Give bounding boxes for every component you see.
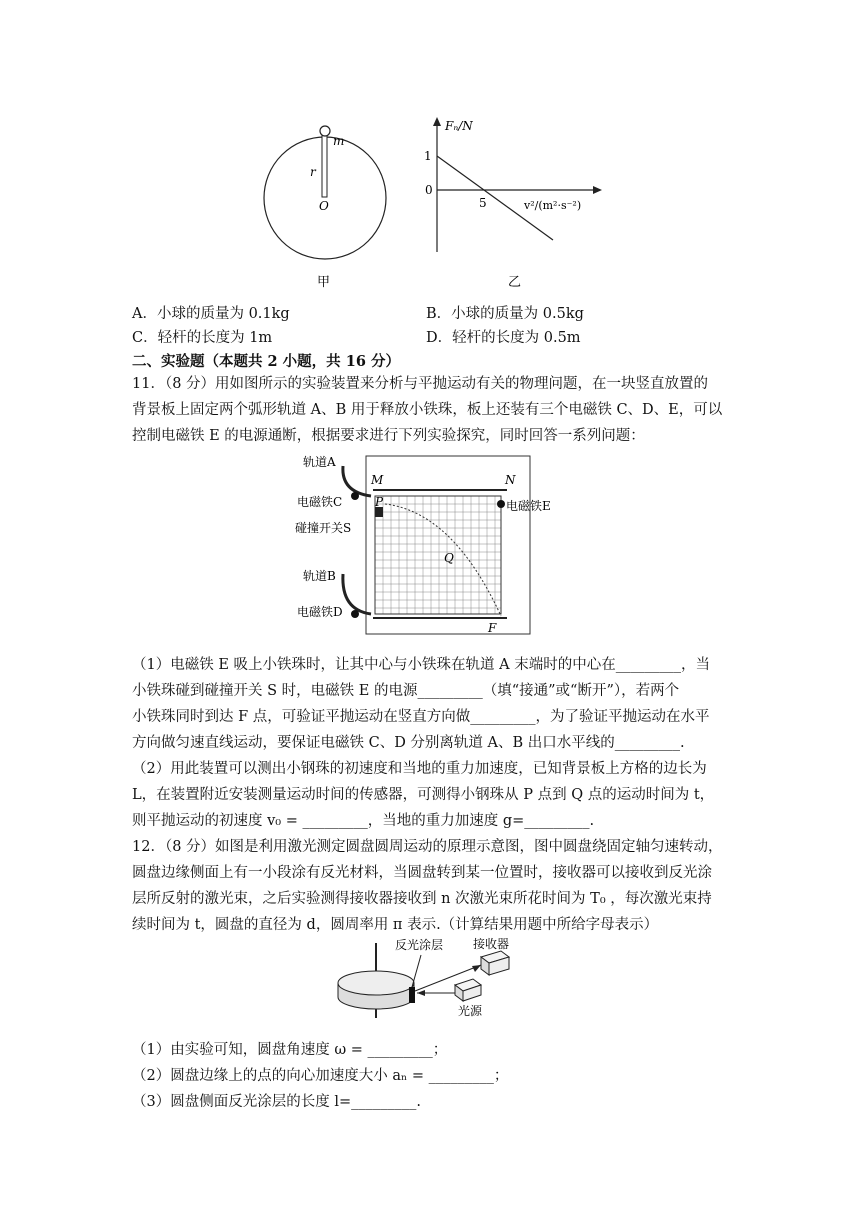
q11-2-line-3: 则平抛运动的初速度 v₀ = _________，当地的重力加速度 g=_________. xyxy=(132,813,595,829)
q12-line-3: 层所反射的激光束，之后实验测得接收器接收到 n 次激光束所花时间为 T₀ ，每次激光束持 xyxy=(132,891,712,907)
q12-part-3: （3）圆盘侧面反光涂层的长度 l=_________. xyxy=(132,1094,421,1110)
label-m-point: M xyxy=(371,473,384,487)
light-source-box xyxy=(455,979,481,1001)
label-magnet-c: 电磁铁C xyxy=(297,495,343,509)
magnet-e-ball xyxy=(497,500,505,508)
disc-top xyxy=(338,971,414,995)
q11-2-line-1: （2）用此装置可以测出小钢珠的初速度和当地的重力加速度，已知背景板上方格的边长为 xyxy=(132,761,707,777)
label-switch-s: 碰撞开关S xyxy=(295,521,352,535)
label-n-point: N xyxy=(505,473,516,487)
x-arrow xyxy=(593,186,602,194)
q11-2-line-2: L，在装置附近安装测量运动时间的传感器，可测得小钢珠从 P 点到 Q 点的运动时间为 t， xyxy=(132,787,715,803)
label-magnet-d: 电磁铁D xyxy=(297,605,343,619)
q12-line-4: 续时间为 t，圆盘的直径为 d，圆周率用 π 表示.（计算结果用题中所给字母表示） xyxy=(132,917,659,933)
receiver-box xyxy=(481,951,509,975)
label-magnet-e: 电磁铁E xyxy=(506,499,551,513)
reflected-arrow xyxy=(472,965,481,972)
y-axis-label: Fₙ/N xyxy=(445,119,473,133)
label-track-b: 轨道B xyxy=(303,569,336,583)
q12-part-1: （1）由实验可知，圆盘角速度 ω = _________； xyxy=(132,1042,448,1058)
magnet-c-ball xyxy=(351,492,359,500)
option-c: C．轻杆的长度为 1m xyxy=(132,330,273,346)
q11-1-line-3: 小铁珠同时到达 F 点，可验证平抛运动在竖直方向做_________，为了验证平抛运动在水平 xyxy=(132,709,710,725)
option-a: A．小球的质量为 0.1kg xyxy=(132,306,290,322)
graph-line xyxy=(437,156,553,240)
apparatus-figure xyxy=(293,452,551,637)
q11-line-2: 背景板上固定两个弧形轨道 A、B 用于释放小铁珠，板上还装有三个电磁铁 C、D、E，可以 xyxy=(132,402,723,418)
section-heading: 二、实验题（本题共 2 小题，共 16 分） xyxy=(132,353,400,370)
coating-pointer xyxy=(412,955,421,987)
label-q-point: Q xyxy=(444,551,454,565)
reflective-coating xyxy=(409,987,415,1003)
option-b: B．小球的质量为 0.5kg xyxy=(426,306,584,322)
q11-1-line-1: （1）电磁铁 E 吸上小铁珠时，让其中心与小铁珠在轨道 A 末端时的中心在_________，当 xyxy=(132,657,710,673)
label-r: r xyxy=(310,165,316,179)
incident-arrow xyxy=(417,990,425,996)
label-m: m xyxy=(333,134,345,148)
label-p-point: P xyxy=(375,495,384,509)
tick-1: 1 xyxy=(424,149,432,163)
q12-line-2: 圆盘边缘侧面上有一小段涂有反光材料，当圆盘转到某一位置时，接收器可以接收到反光涂 xyxy=(132,865,712,881)
figure-yi xyxy=(420,112,610,292)
option-d: D．轻杆的长度为 0.5m xyxy=(426,330,581,346)
label-coating: 反光涂层 xyxy=(395,938,444,952)
label-track-a: 轨道A xyxy=(303,455,336,469)
magnet-d-ball xyxy=(351,610,359,618)
figure-jia xyxy=(255,118,395,293)
q11-line-3: 控制电磁铁 E 的电源通断，根据要求进行下列实验探究，同时回答一系列问题： xyxy=(132,428,645,444)
y-arrow xyxy=(433,117,441,126)
label-o: O xyxy=(319,199,329,213)
caption-yi: 乙 xyxy=(508,275,522,290)
tick-5: 5 xyxy=(479,196,487,210)
label-f-point: F xyxy=(488,621,497,635)
laser-figure xyxy=(333,935,528,1020)
q11-1-line-4: 方向做匀速直线运动，要保证电磁铁 C、D 分别离轨道 A、B 出口水平线的_________. xyxy=(132,735,685,751)
x-axis-label: v²/(m²·s⁻²) xyxy=(524,199,582,212)
q11-line-1: 11．（8 分）用如图所示的实验装置来分析与平抛运动有关的物理问题，在一块竖直放置的 xyxy=(132,376,709,392)
q11-1-line-2: 小铁珠碰到碰撞开关 S 时，电磁铁 E 的电源_________（填“接通”或“断开”），若两个 xyxy=(132,683,680,699)
label-source: 光源 xyxy=(458,1004,483,1018)
tick-0: 0 xyxy=(425,183,433,197)
ball xyxy=(320,126,330,136)
caption-jia: 甲 xyxy=(317,275,331,290)
light-rod xyxy=(322,135,327,197)
q12-line-1: 12．（8 分）如图是利用激光测定圆盘圆周运动的原理示意图，图中圆盘绕固定轴匀速转动， xyxy=(132,839,723,855)
label-receiver: 接收器 xyxy=(473,937,510,951)
q12-part-2: （2）圆盘边缘上的点的向心加速度大小 aₙ = _________； xyxy=(132,1068,509,1084)
